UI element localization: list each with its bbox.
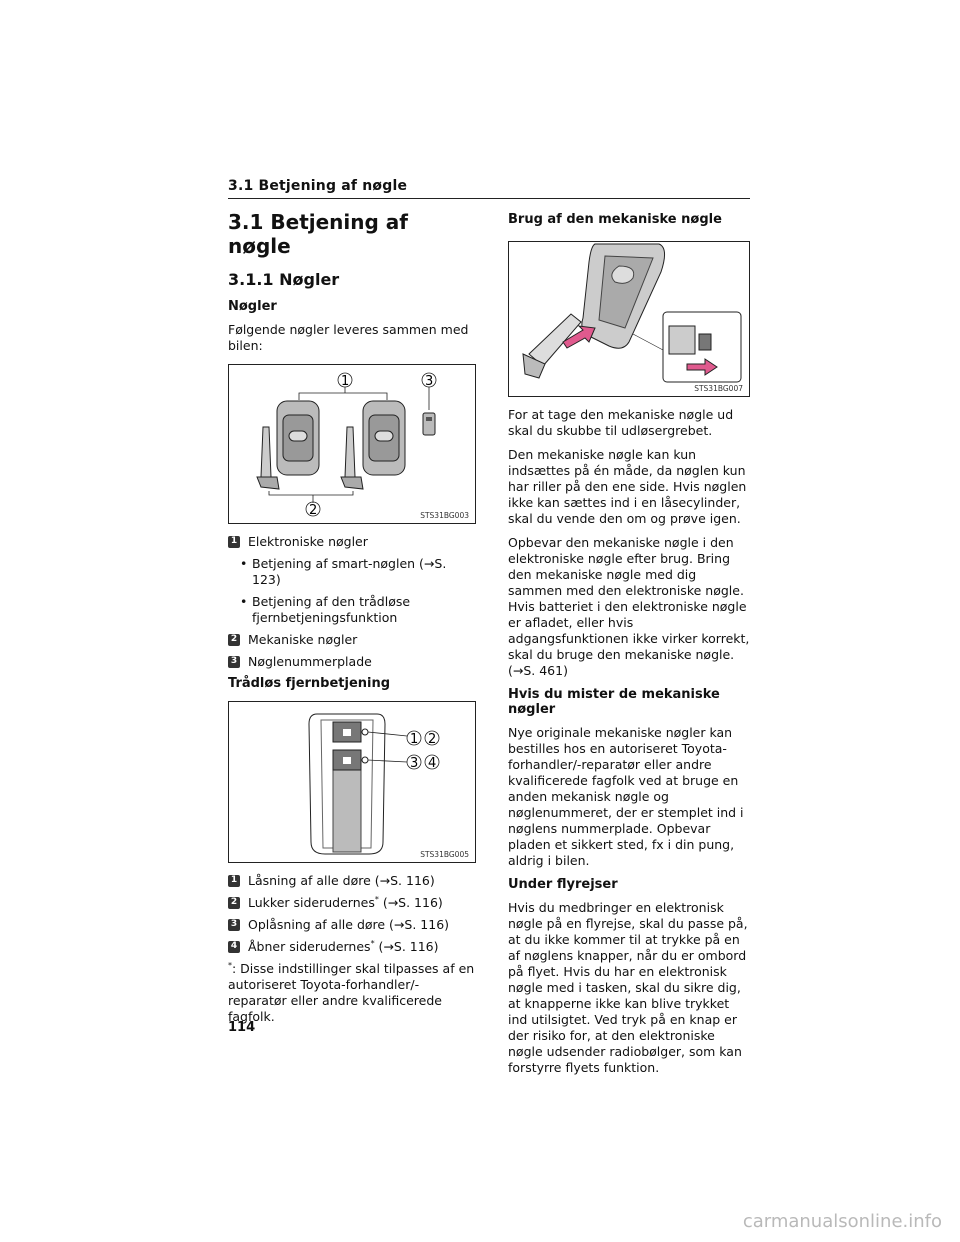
keys-intro: Følgende nøgler leveres sammen med bilen: (228, 322, 469, 353)
bullet-item: • Betjening af smart-nøglen (→S. 123) (240, 556, 476, 588)
list-item (228, 534, 476, 550)
mech-key-heading: Brug af den mekaniske nøgle (508, 212, 722, 227)
item-number-badge: 3 (228, 656, 240, 668)
list-item (228, 632, 476, 648)
running-header (228, 178, 750, 199)
fig1-callout-2: 2 (309, 503, 318, 518)
fig2-code: STS31BG005 (420, 850, 469, 859)
section-title: 3.1 Betjening af nøgle (228, 210, 408, 258)
keys-heading: Nøgler (228, 299, 277, 314)
keys-list (228, 534, 476, 670)
mech-paragraph-1: For at tage den mekaniske nøgle ud skal du skubbe til udløsergrebet. (508, 407, 734, 438)
list-item-text: Nøglenummerplade (248, 654, 372, 669)
watermark: carmanualsonline.info (742, 1211, 942, 1232)
left-column (228, 208, 476, 1033)
footnote: *: Disse indstillinger skal tilpasses af en autoriseret Toyota-forhandler/-reparatør eller andre kvalificerede fagfolk. (228, 961, 475, 1025)
list-item (228, 917, 476, 933)
flight-paragraph: Hvis du medbringer en elektronisk nøgle på en flyrejse, skal du passe på, at du ikke kommer til at trykke på en af nøglens knapper, når du er ombord på flyet. Hvis du har en elektronisk nøgle med i tasken, skal du sikre dig, at knapperne ikke kan blive trykket ind utilsigtet. Ved tryk på en knap er der risiko for, at den elektroniske nøgle udsender radiobølger, som kan forstyrre flyets funktion. (508, 900, 748, 1075)
fig2-callout-1: 1 (410, 732, 419, 747)
bullet-text: Betjening af den trådløse fjernbetjeningsfunktion (252, 594, 411, 625)
flight-heading: Under flyrejser (508, 877, 618, 892)
bullet-item: • Betjening af den trådløse fjernbetjeningsfunktion (240, 594, 476, 626)
list-item (228, 873, 476, 889)
fig1-callout-3: 3 (425, 374, 434, 389)
bullet-text: Betjening af smart-nøglen (→S. 123) (252, 556, 447, 587)
remote-illustration (229, 702, 475, 862)
running-header-title: 3.1 Betjening af nøgle (228, 178, 408, 194)
mech-paragraph-3: Opbevar den mekaniske nøgle i den elektroniske nøgle efter brug. Bring den mekaniske nøgle med dig sammen med den elektroniske nøgle. Hvis batteriet i den elektroniske nøgle er afladet, eller hvis adgangsfunktionen ikke virker korrekt, skal du bruge den mekaniske nøgle. (→S. 461) (508, 535, 750, 678)
fig2-callout-4: 4 (428, 756, 437, 771)
remote-heading: Trådløs fjernbetjening (228, 676, 391, 691)
list-item-text: Mekaniske nøgler (248, 632, 358, 647)
fig2-callout-3: 3 (410, 756, 419, 771)
mech-key-figure (508, 241, 750, 397)
right-column (508, 208, 750, 1084)
list-item-text: Lukker siderudernes* (→S. 116) (248, 895, 443, 911)
remote-figure (228, 701, 476, 863)
list-item (228, 939, 476, 955)
list-item (228, 654, 476, 670)
item-number-badge: 1 (228, 536, 240, 548)
item-number-badge: 2 (228, 897, 240, 909)
lost-keys-paragraph: Nye originale mekaniske nøgler kan bestilles hos en autoriseret Toyota-forhandler/-reparatør eller andre kvalificerede fagfolk ved at bruge en anden mekanisk nøgle og nøglenummeret, der er stemplet ind i nøglens nummerplade. Opbevar pladen et sikkert sted, fx i din pung, aldrig i bilen. (508, 725, 744, 868)
list-item-text: Låsning af alle døre (→S. 116) (248, 873, 435, 888)
item-number-badge: 1 (228, 875, 240, 887)
list-item (228, 895, 476, 911)
item-number-badge: 2 (228, 634, 240, 646)
mech-key-illustration (509, 242, 749, 396)
fig1-code: STS31BG003 (420, 511, 469, 520)
header-rule (228, 198, 750, 199)
lost-keys-heading: Hvis du mister de mekaniske nøgler (508, 687, 720, 717)
item-number-badge: 3 (228, 919, 240, 931)
list-item-text: Elektroniske nøgler (248, 534, 368, 549)
fig2-callout-2: 2 (428, 732, 437, 747)
page-number: 114 (228, 1020, 256, 1035)
item-number-badge: 4 (228, 941, 240, 953)
fig1-callout-1: 1 (341, 374, 350, 389)
remote-list (228, 873, 476, 955)
list-item-text: Åbner siderudernes* (→S. 116) (248, 939, 439, 955)
list-item-text: Oplåsning af alle døre (→S. 116) (248, 917, 450, 933)
keys-figure (228, 364, 476, 524)
subsection-title: 3.1.1 Nøgler (228, 270, 340, 289)
keys-illustration (229, 365, 475, 523)
fig3-code: STS31BG007 (694, 384, 743, 393)
mech-paragraph-2: Den mekaniske nøgle kan kun indsættes på én måde, da nøglen kun har riller på den ene side. Hvis nøglen ikke kan sættes ind i en låsecylinder, skal du vende den om og prøve igen. (508, 447, 747, 526)
